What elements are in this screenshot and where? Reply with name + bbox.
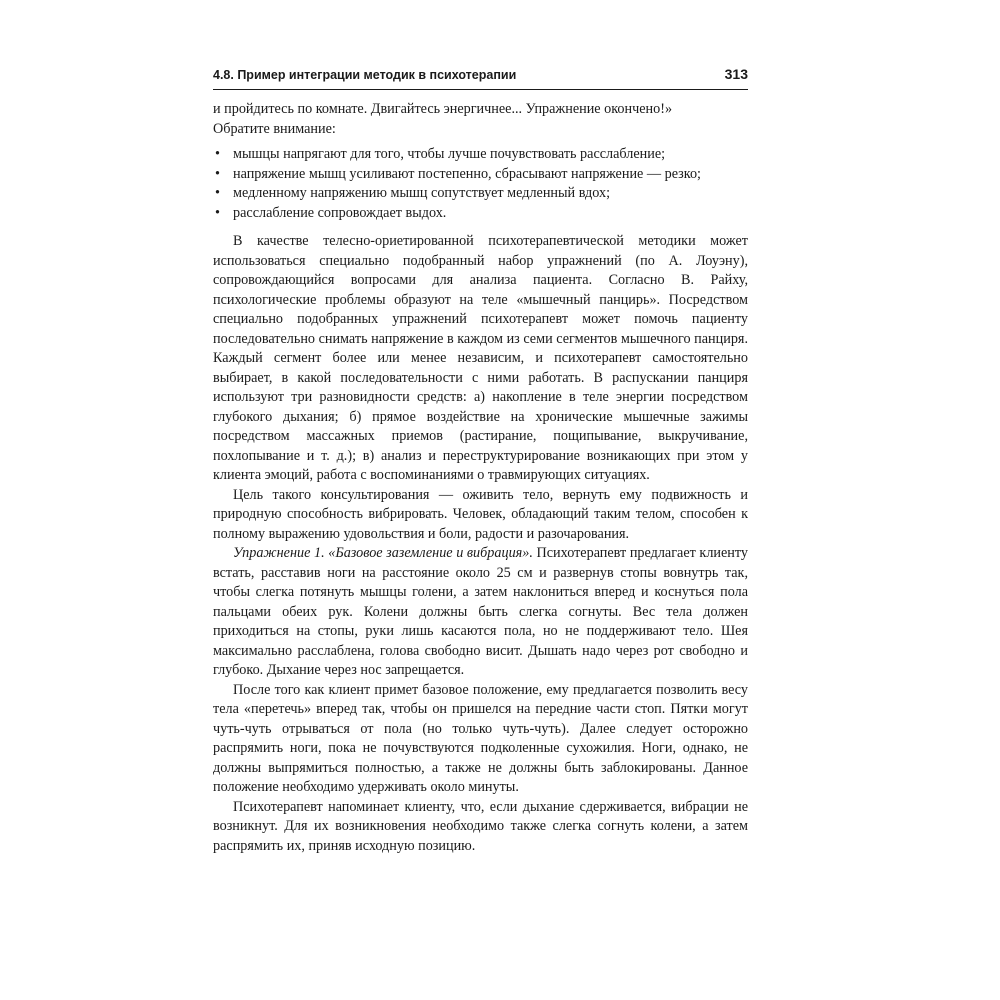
list-item [213, 145, 748, 165]
exercise-text: Психотерапевт предлагает клиенту встать, расставив ноги на расстояние около 25 см и развернув стопы вовнутрь так, чтобы слегка потянуть мышцы голени, а затем наклониться вперед и коснуться пола пальцами обеих рук. Колени должны быть слегка согнуты. Вес тела должен приходиться на стопы, руки лишь касаются пола, но не поддерживают тело. Шея максимально расслаблена, голова свободно висит. Дышать надо через рот свободно и глубоко. Дыхание через нос запрещается. [213, 545, 748, 678]
bullet-icon: • [215, 165, 220, 182]
note-lead: Обратите внимание: [213, 120, 336, 137]
paragraph-exercise-1 [213, 544, 748, 681]
list-item-text: расслабление сопровождает выдох. [233, 204, 447, 221]
bullet-icon: • [215, 185, 220, 201]
exercise-title: Упражнение 1. «Базовое заземление и вибрация». [233, 545, 533, 561]
paragraph-breathing-reminder: Психотерапевт напоминает клиенту, что, если дыхание сдерживается, вибрации не возникнут. Для их возникновения необходимо также слегка согнуть колени, а затем распрямить их, приняв исходную позицию. [213, 798, 748, 854]
running-header [213, 66, 748, 90]
paragraph-base-position: После того как клиент примет базовое положение, ему предлагается позволить весу тела «перетечь» вперед так, чтобы он пришелся на передние части стоп. Пятки могут чуть-чуть отрываться от пола (но только чуть-чуть). Далее следует осторожно распрямить ноги, пока не почувствуются подколенные сухожилия. Ноги, однако, не должны выпрямиться полностью, а также не должны быть заблокированы. Данное положение необходимо удерживать около минуты. [213, 681, 748, 795]
section-title: 4.8. Пример интеграции методик в психотерапии [213, 68, 517, 82]
page-number: 313 [724, 66, 748, 82]
page-body [213, 100, 748, 856]
bullet-list [213, 145, 748, 223]
list-item [213, 204, 748, 224]
intro-line: и пройдитесь по комнате. Двигайтесь энергичнее... Упражнение окончено!» [213, 101, 673, 117]
list-item-text: напряжение мышц усиливают постепенно, сбрасывают напряжение — резко; [233, 165, 701, 182]
book-page [213, 66, 748, 856]
paragraph-consulting-goal: Цель такого консультирования — оживить тело, вернуть ему подвижность и природную способность вибрировать. Человек, обладающий таким телом, способен к полному выражению удовольствия и боли, радости и разочарования. [213, 486, 748, 542]
bullet-icon: • [215, 204, 220, 221]
list-item [213, 165, 748, 185]
list-item-text: мышцы напрягают для того, чтобы лучше почувствовать расслабление; [233, 146, 666, 162]
list-item [213, 184, 748, 204]
list-item-text: медленному напряжению мышц сопутствует медленный вдох; [233, 185, 611, 201]
paragraph-body-oriented-method: В качестве телесно-ориетированной психотерапевтической методики может использоваться специально подобранный набор упражнений (по А. Лоуэну), сопровождающийся вопросами для анализа пациента. Согласно В. Райху, психологические проблемы образуют на теле «мышечный панцирь». Посредством специально подобранных упражнений психотерапевт может помочь пациенту последовательно снимать напряжение в каждом из семи сегментов мышечного панциря. Каждый сегмент более или менее независим, и психотерапевт самостоятельно выбирает, в какой последовательности с ними работать. В распускании панциря используют три разновидности средств: а) накопление в теле энергии посредством глубокого дыхания; б) прямое воздействие на хронические мышечные зажимы посредством массажных приемов (растирание, пощипывание, выкручивание, похлопывание и т. д.); в) анализ и переструктурирование возникающих при этом у клиента эмоций, работа с воспоминаниями о травмирующих ситуациях. [213, 233, 748, 483]
bullet-icon: • [215, 146, 220, 162]
